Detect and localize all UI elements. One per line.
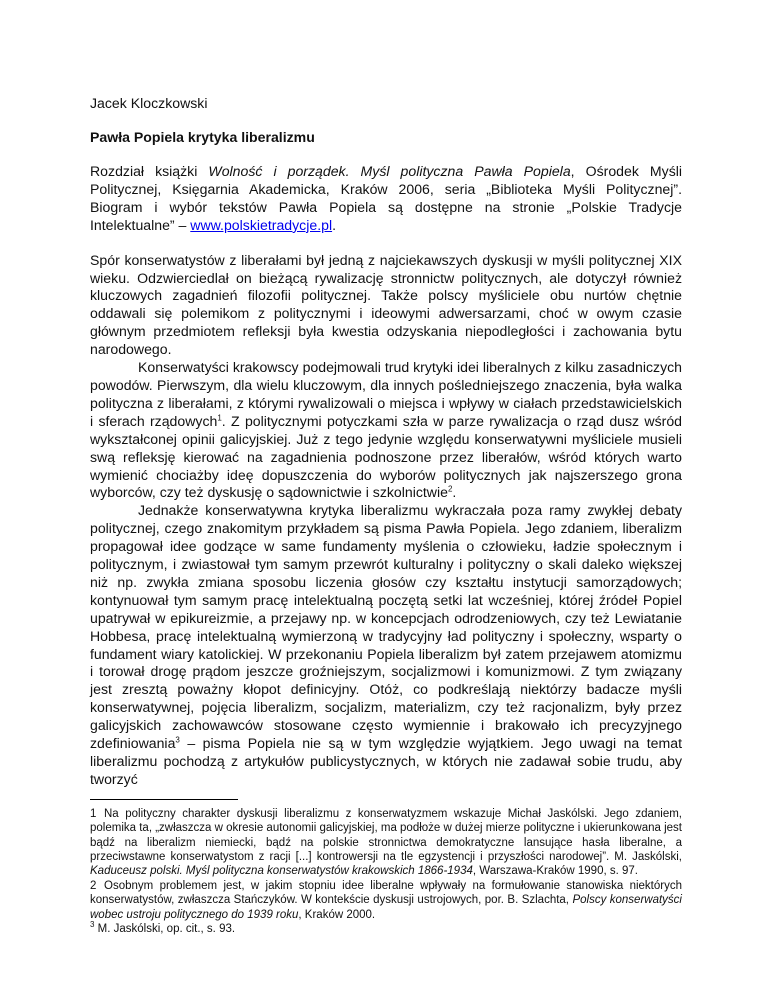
footnote-1 [90,807,682,879]
paragraph-1: Spór konserwatystów z liberałami był jedną z najciekawszych dyskusji w myśli politycznej XIX wieku. Odzwierciedlał on bieżącą rywalizację stronnictw politycznych, ale dotyczył również kluczowych zagadnień filozofii politycznej. Także polscy myśliciele obu nurtów chętnie oddawali się polemikom z politycznymi i ideowymi adwersarzami, choć w owym czasie głównym przedmiotem refleksji była kwestia odzyskania niepodległości i zachowania bytu narodowego. [90,251,682,358]
website-link[interactable]: www.polskietradycje.pl [190,216,333,233]
paragraph-2-text-c: . [452,484,457,501]
footnote-2-text-b: , Kraków 2000. [298,908,376,921]
text-column [90,94,682,936]
intro-text-start: Rozdział książki [90,163,209,179]
footnote-1-number: 1 [90,807,97,820]
footnote-3 [90,922,682,936]
footnote-ref-1[interactable]: 1 [217,413,222,423]
footnote-2-text-a: Osobnym problemem jest, w jakim stopniu idee liberalne wpływały na formułowanie stanowiska niektórych konserwatystów, zwłaszcza Stańczyków. W kontekście dyskusji ustrojowych, por. B. Szlachta, [90,879,682,907]
intro-text-middle: , Ośrodek Myśli Politycznej, Księgarnia Akademicka, Kraków 2006, seria „Biblioteka Myśli Politycznej”. Biogram i wybór tekstów Pawła Popiela są dostępne na stronie „Polskie Tradycje Intelektualne” – [90,163,683,233]
article-title: Pawła Popiela krytyka liberalizmu [90,129,315,145]
paragraph-2-text-b: . Z politycznymi potyczkami szła w parze rywalizacja o rząd dusz wśród wykształconej opinii galicyjskiej. Już z tego jedynie względu konserwatywni myśliciele musieli swą refleksję kierować na zagadnienia podnoszone przez liberałów, wśród których warto wymienić chociażby ideę dopuszczenia do wyborów politycznych jak najszerszego grona wyborców, czy też dyskusję o sądownictwie i szkolnictwie [90,412,682,501]
paragraph-3-text-a: Jednakże konserwatywna krytyka liberalizmu wykraczała poza ramy zwykłej debaty politycznej, czego znakomitym przykładem są pisma Pawła Popiela. Jego zdaniem, liberalizm propagował idee godzące w same fundamenty myślenia o człowieku, ładzie społecznym i politycznym, i zwiastował tym samym przewrót kulturalny i polityczny o skali daleko większej niż np. zwykła zmiana sposobu liczenia głosów czy kształtu instytucji samorządowych; kontynuował tym samym pracę intelektualną poczętą setki lat wcześniej, której źródeł Popiel upatrywał w epikureizmie, a przejawy np. w koncepcjach odrodzeniowych, czy też Lewiatanie Hobbesa, pracę intelektualną wymierzoną w tradycyjny ład polityczny i społeczny, wsparty o fundament wiary katolickiej. W przekonaniu Popiela liberalizm był zatem przejawem atomizmu i torował drogę prądom jeszcze groźniejszym, socjalizmowi i komunizmowi. Z tym związany jest zresztą poważny kłopot definicyjny. Otóż, co podkreślają niektórzy badacze myśli konserwatywnej, pojęcia liberalizm, socjalizm, materializm, czy też racjonalizm, były przez galicyjskich zachowawców stosowane często wymiennie i brakowało ich precyzyjnego zdefiniowania [90,502,682,752]
footnote-3-number: 3 [90,920,95,930]
paragraph-3-text-b: – pisma Popiela nie są w tym względzie wyjątkiem. Jego uwagi na temat liberalizmu pochodzą z artykułów publicystycznych, w których nie zadawał sobie trudu, aby tworzyć [90,735,682,787]
paragraph-2-text-a: Konserwatyści krakowscy podejmowali trud krytyki idei liberalnych z kilku zasadniczych powodów. Pierwszym, dla wielu kluczowym, dla innych pośledniejszego znaczenia, była walka polityczna z liberałami, z którymi rywalizowali o miejsca i wpływy w ciałach przedstawicielskich i sferach rządowych [90,359,682,429]
footnote-separator [90,799,238,800]
book-title: Wolność i porządek. Myśl polityczna Pawła Popiela [208,163,571,179]
footnote-1-book-title: Kaduceusz polski. Myśl polityczna konserwatystów krakowskich 1866-1934 [90,865,473,878]
author-name: Jacek Kloczkowski [90,95,208,111]
footnote-3-text: M. Jaskólski, op. cit., s. 93. [97,923,236,936]
footnote-2 [90,879,682,922]
paragraph-2 [90,359,682,502]
footnote-2-book-title: Polscy konserwatyści wobec ustroju politycznego do 1939 roku [90,894,682,921]
footnote-2-number: 2 [90,879,97,892]
paragraph-3 [90,502,682,789]
footnote-1-text-a: Na polityczny charakter dyskusji liberalizmu z konserwatyzmem wskazuje Michał Jaskólski. Jego zdaniem, polemika ta, „zwłaszcza w okresie autonomii galicyjskiej, ma podłoże w dużej mierze polityczne i ukierunkowana jest bądź na liberalizm niemiecki, bądź na polskie stronnictwa demokratyczne lansujące hasła liberalne, a przeciwstawne konserwatystom z racji [...] kontrowersji na tle egzystencji i przyszłości narodowej”. M. Jaskólski, [90,807,682,864]
intro-text-end: . [332,216,336,233]
footnote-1-text-b: , Warszawa-Kraków 1990, s. 97. [472,865,638,878]
footnote-ref-3[interactable]: 3 [175,735,180,745]
footnote-ref-2[interactable]: 2 [447,484,453,494]
intro-paragraph [90,163,682,235]
